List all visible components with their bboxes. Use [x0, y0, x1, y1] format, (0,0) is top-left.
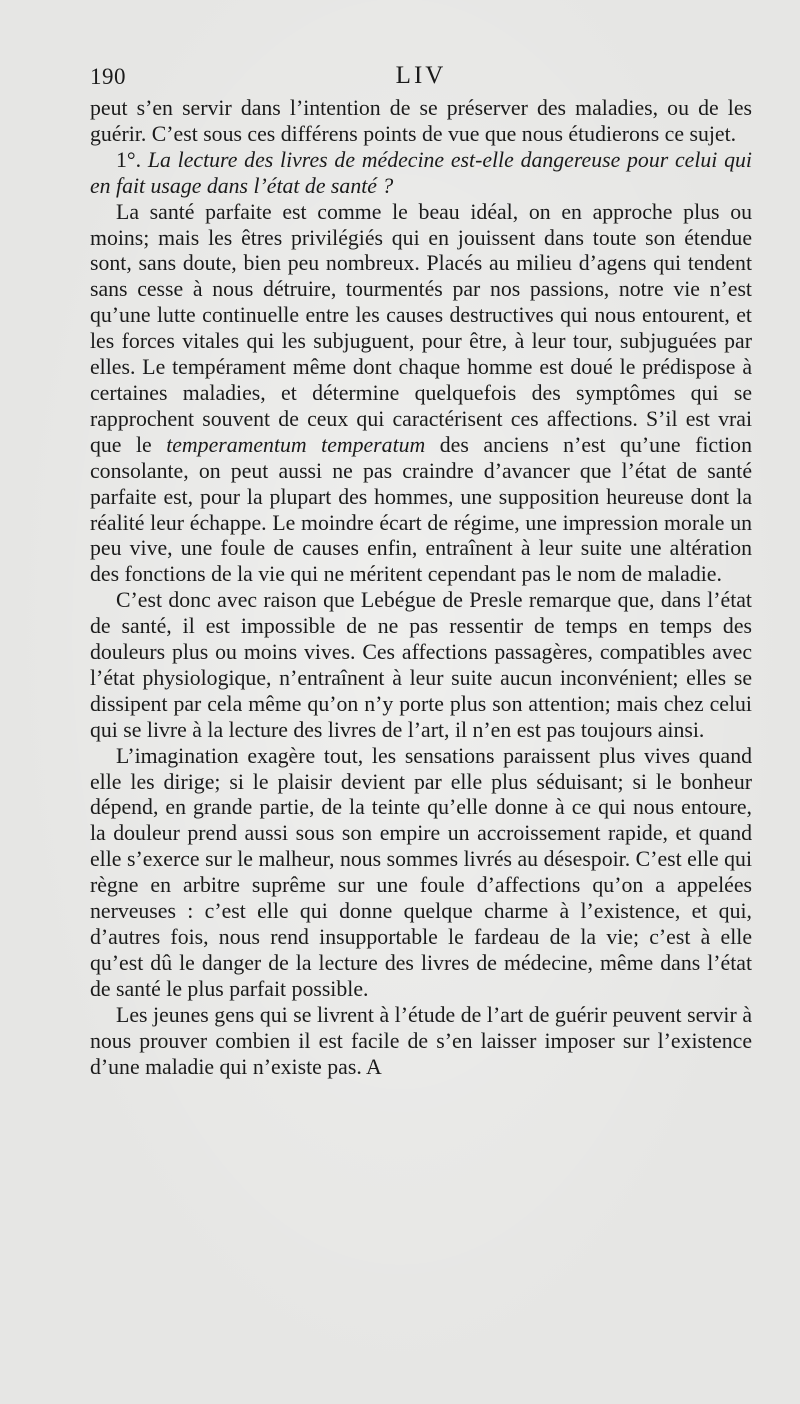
paragraph-health-part1: La santé parfaite est comme le beau idéal, on en approche plus ou moins; mais les êtres privilégiés qui en jouissent dans toute son étendue sont, sans doute, bien peu nombreux. Placés au milieu d’agens qui tendent sans cesse à nous détruire, tourmentés par nos passions, notre vie n’est qu’une lutte continuelle entre les causes destructives qui nous entourent, et les forces vitales qui les subjuguent, pour être, à leur tour, subjuguées par elles. Le tempérament même dont chaque homme est doué le prédispose à certaines maladies, et détermine quelquefois des symptômes qui se rapprochent souvent de ceux qui caractérisent ces affections. S’il est vrai que le — [90, 199, 752, 457]
paragraph-intro: peut s’en servir dans l’intention de se préserver des maladies, ou de les guérir. C’est sous ces différens points de vue que nous étudierons ce sujet. — [90, 96, 752, 146]
paragraph-imagination: L’imagination exagère tout, les sensations paraissent plus vives quand elle les dirige; si le plaisir devient par elle plus séduisant; si le bonheur dépend, en grande partie, de la teinte qu’elle donne à ce qui nous entoure, la douleur prend aussi sous son empire un accroissement rapide, et quand elle s’exerce sur le malheur, nous sommes livrés au désespoir. C’est elle qui règne en arbitre suprême sur une foule d’affections qu’on a appelées nerveuses : c’est elle qui donne quelque charme à l’existence, et qui, d’autres fois, nous rend insupportable le fardeau de la vie; c’est à elle qu’est dû le danger de la lecture des livres de médecine, même dans l’état de santé le plus parfait possible. — [90, 743, 752, 1001]
section-numeral: LIV — [395, 62, 447, 89]
question-text: La lecture des livres de médecine est-elle dangereuse pour celui qui en fait usage dans l’état de santé ? — [90, 147, 752, 198]
paragraph-lebegue: C’est donc avec raison que Lebégue de Presle remarque que, dans l’état de santé, il est impossible de ne pas ressentir de temps en temps des douleurs plus ou moins vives. Ces affections passagères, compatibles avec l’état physiologique, n’entraînent à leur suite aucun inconvénient; elles se dissipent par cela même qu’on n’y porte plus son attention; mais chez celui qui se livre à la lecture des livres de l’art, il n’en est pas toujours ainsi. — [90, 588, 752, 742]
paragraph-health-part2: des anciens n’est qu’une fiction consolante, on peut aussi ne pas craindre d’avancer que l’état de santé parfaite est, pour la plupart des hommes, une supposition heureuse dont la réalité leur échappe. Le moindre écart de régime, une impression morale un peu vive, une foule de causes enfin, entraînent à leur suite une altération des fonctions de la vie qui ne méritent cependant pas le nom de maladie. — [90, 432, 752, 587]
paragraph-health — [90, 200, 752, 589]
paragraph-health-italic: temperamentum temperatum — [166, 432, 426, 457]
body-text — [90, 96, 752, 1080]
question-heading — [90, 148, 752, 200]
question-number: 1°. — [116, 147, 142, 172]
page-header — [90, 60, 752, 96]
page-number: 190 — [90, 64, 126, 89]
paragraph-young-people: Les jeunes gens qui se livrent à l’étude de l’art de guérir peuvent servir à nous prouver combien il est facile de s’en laisser imposer sur l’existence d’une maladie qui n’existe pas. A — [90, 1002, 752, 1079]
